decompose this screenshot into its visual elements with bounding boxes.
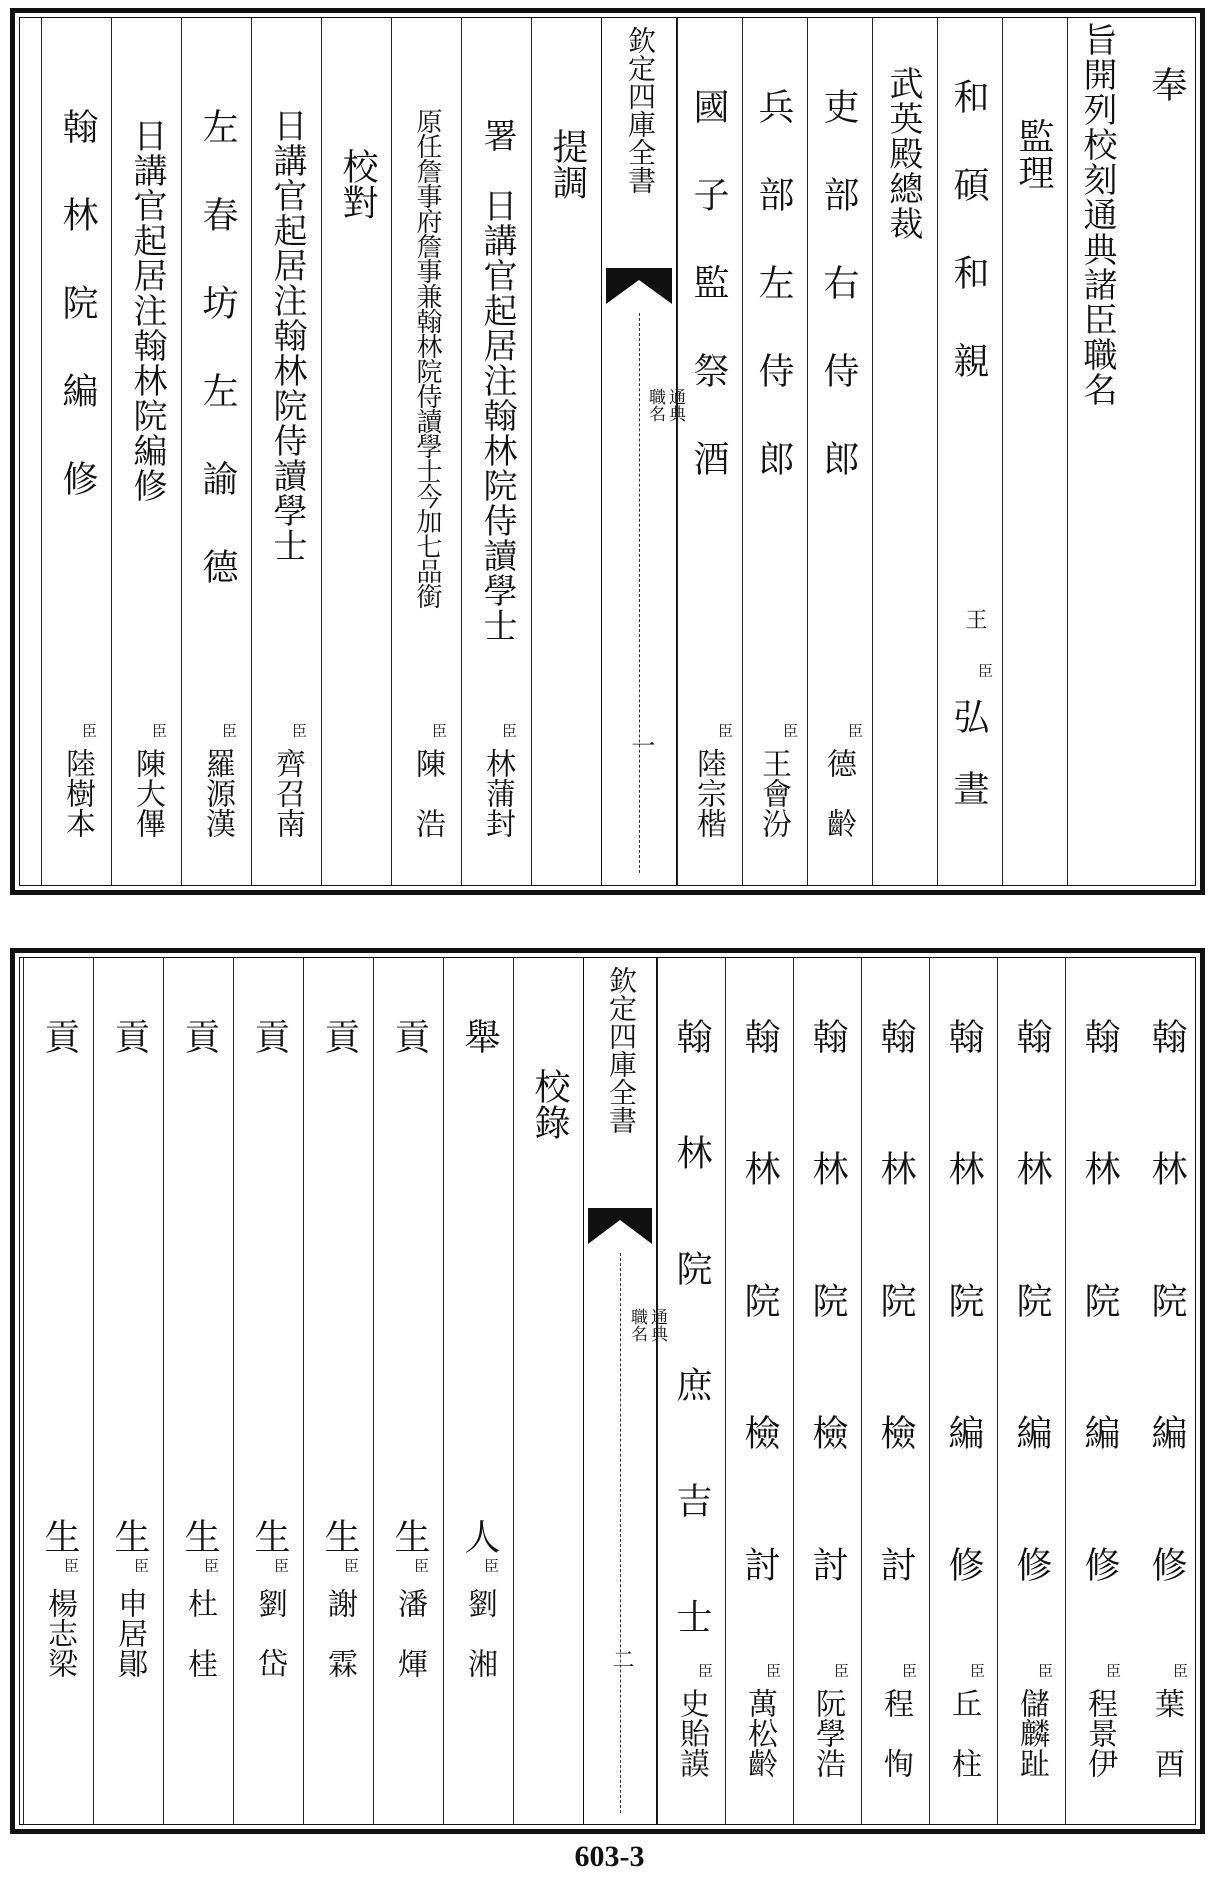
entry-name: 林蒲封 [480, 748, 515, 838]
entry-row [233, 958, 304, 1824]
chen-mark: 臣 [900, 1663, 918, 1678]
entry-rank: 生 [249, 1518, 290, 1554]
entry-name: 萬松齡 [742, 1688, 777, 1778]
section-label: 提調 [547, 128, 588, 200]
section-label: 武英殿總裁 [883, 66, 923, 241]
top-page-frame [19, 17, 1196, 886]
chen-mark: 臣 [832, 1663, 850, 1678]
entry-title: 翰 林 院 庶 吉 士 [671, 1018, 712, 1656]
entry-title: 舉 [459, 1018, 500, 1054]
entry-title: 貢 [39, 1018, 80, 1054]
top-page [10, 8, 1205, 895]
column-feng [1131, 18, 1201, 885]
entry-name: 丘 柱 [946, 1688, 981, 1778]
chen-mark: 臣 [1104, 1663, 1122, 1678]
section-label: 監理 [1013, 118, 1054, 190]
column-jiaodui [321, 18, 392, 885]
entry-name: 儲麟趾 [1014, 1688, 1049, 1778]
banner-title: 欽定四庫全書 [605, 966, 638, 1134]
chen-mark: 臣 [290, 723, 308, 738]
fishtail-icon [588, 1208, 652, 1248]
chen-mark: 臣 [846, 723, 864, 738]
entry-name: 陸宗楷 [691, 748, 726, 838]
chen-mark: 臣 [272, 1558, 290, 1573]
entry-title: 翰 林 院 檢 討 [807, 1018, 848, 1612]
entry-name: 阮學浩 [810, 1688, 845, 1778]
entry-row [997, 958, 1066, 1824]
entry-title: 翰 林 院 編 修 [1079, 1018, 1120, 1612]
chen-mark: 臣 [132, 1558, 150, 1573]
entry-rank: 生 [389, 1518, 430, 1554]
section-label: 校錄 [529, 1068, 570, 1140]
banner-leaf: 一 [627, 733, 655, 757]
entry-row [93, 958, 164, 1824]
entry-name: 陳大𠌫 [130, 748, 165, 838]
entry-row [373, 958, 444, 1824]
entry-row [1065, 958, 1134, 1824]
chen-mark: 臣 [696, 1663, 714, 1678]
entry-row [657, 958, 726, 1824]
entry-row [163, 958, 234, 1824]
bottom-page-frame [19, 957, 1196, 1825]
banner-title: 欽定四庫全書 [624, 26, 657, 194]
chen-mark: 臣 [430, 723, 448, 738]
chen-mark: 臣 [482, 1558, 500, 1573]
chen-mark: 臣 [220, 723, 238, 738]
entry-title: 翰 林 院 檢 討 [875, 1018, 916, 1612]
column-wuyingdian [872, 18, 938, 885]
entry-title: 署 日講官起居注翰林院侍讀學士 [477, 118, 517, 643]
entry-title: 翰 林 院 編 修 [57, 108, 98, 504]
entry-title: 貢 [389, 1018, 430, 1054]
banner-book: 通典 [647, 1308, 667, 1342]
entry-rank: 生 [39, 1518, 80, 1554]
fishtail-icon [606, 268, 672, 308]
entry-name: 弘 晝 [948, 698, 989, 806]
entry-row [181, 18, 252, 885]
entry-name: 杜 桂 [182, 1588, 217, 1678]
chen-mark: 臣 [781, 723, 799, 738]
entry-row [23, 958, 94, 1824]
entry-rank: 生 [179, 1518, 220, 1554]
entry-row [41, 18, 112, 885]
column-jiaolu [513, 958, 584, 1824]
entry-name: 齊召南 [270, 748, 305, 838]
chen-mark: 臣 [202, 1558, 220, 1573]
entry-title: 國 子 監 祭 酒 [688, 88, 729, 484]
entry-row [861, 958, 930, 1824]
column-text: 奉 [1146, 66, 1187, 102]
chen-mark: 臣 [716, 723, 734, 738]
entry-name: 葉 酉 [1149, 1688, 1184, 1778]
center-banner [583, 958, 667, 1824]
entry-row [742, 18, 808, 885]
entry-row [461, 18, 532, 885]
banner-book: 通典 [665, 388, 685, 422]
entry-title: 吏 部 右 侍 郎 [818, 88, 859, 484]
entry-title: 翰 林 院 檢 討 [739, 1018, 780, 1612]
entry-name: 史貽謨 [674, 1688, 709, 1778]
entry-row [443, 958, 514, 1824]
page-heading: 旨開列校刻通典諸臣職名 [1077, 22, 1117, 407]
column-tidiao [531, 18, 602, 885]
entry-row [303, 958, 374, 1824]
entry-rank: 生 [319, 1518, 360, 1554]
chen-mark: 臣 [342, 1558, 360, 1573]
chen-mark: 臣 [80, 723, 98, 738]
chen-mark: 臣 [1171, 1663, 1189, 1678]
banner-section: 職名 [627, 1308, 647, 1342]
entry-title: 兵 部 左 侍 郎 [753, 88, 794, 484]
chen-mark: 臣 [976, 663, 994, 678]
banner-leaf: 二 [609, 1648, 634, 1670]
entry-name: 陸樹本 [60, 748, 95, 838]
chen-mark: 臣 [412, 1558, 430, 1573]
entry-name: 程 恂 [878, 1688, 913, 1778]
entry-rank: 人 [459, 1518, 500, 1554]
chen-mark: 臣 [1036, 1663, 1054, 1678]
entry-row [251, 18, 322, 885]
entry-row [793, 958, 862, 1824]
entry-rank: 王 [962, 608, 987, 630]
entry-title: 左 春 坊 左 諭 德 [197, 108, 238, 592]
bottom-page [10, 948, 1205, 1834]
entry-title: 翰 林 院 編 修 [943, 1018, 984, 1612]
section-label: 校對 [337, 148, 378, 220]
entry-title: 原任詹事府詹事兼翰林院侍讀學士今加七品銜 [412, 108, 442, 608]
entry-name: 王會汾 [756, 748, 791, 838]
entry-row [725, 958, 794, 1824]
entry-name: 羅源漢 [200, 748, 235, 838]
entry-title: 貢 [109, 1018, 150, 1054]
column-jianli [1002, 18, 1068, 885]
chen-mark: 臣 [150, 723, 168, 738]
entry-row [391, 18, 462, 885]
entry-name: 程景伊 [1082, 1688, 1117, 1778]
entry-row [677, 18, 743, 885]
chen-mark: 臣 [500, 723, 518, 738]
entry-name: 潘 煇 [392, 1588, 427, 1678]
entry-title: 貢 [179, 1018, 220, 1054]
chen-mark: 臣 [764, 1663, 782, 1678]
entry-name: 劉 岱 [252, 1588, 287, 1678]
entry-rank: 生 [109, 1518, 150, 1554]
entry-name: 劉 湘 [462, 1588, 497, 1678]
column-heading [1067, 18, 1132, 885]
entry-title: 日講官起居注翰林院編修 [127, 118, 167, 503]
page-number: 603-3 [574, 1840, 645, 1873]
entry-name: 申居鄖 [112, 1588, 147, 1678]
chen-mark: 臣 [62, 1558, 80, 1573]
entry-name: 楊志梁 [42, 1588, 77, 1678]
entry-title: 翰 林 院 編 修 [1146, 1018, 1187, 1612]
center-banner [601, 18, 685, 885]
chen-mark: 臣 [968, 1663, 986, 1678]
entry-title: 貢 [249, 1018, 290, 1054]
entry-name: 謝 霖 [322, 1588, 357, 1678]
entry-row [937, 18, 1003, 885]
entry-name: 德 齡 [821, 748, 856, 838]
entry-row [929, 958, 998, 1824]
entry-title: 翰 林 院 編 修 [1011, 1018, 1052, 1612]
entry-title: 貢 [319, 1018, 360, 1054]
banner-section: 職名 [645, 388, 665, 422]
entry-row [111, 18, 182, 885]
entry-name: 陳 浩 [410, 748, 445, 838]
entry-title: 日講官起居注翰林院侍讀學士 [267, 108, 307, 563]
entry-row [807, 18, 873, 885]
entry-row [1133, 958, 1201, 1824]
entry-title: 和 碩 和 親 [948, 78, 989, 386]
